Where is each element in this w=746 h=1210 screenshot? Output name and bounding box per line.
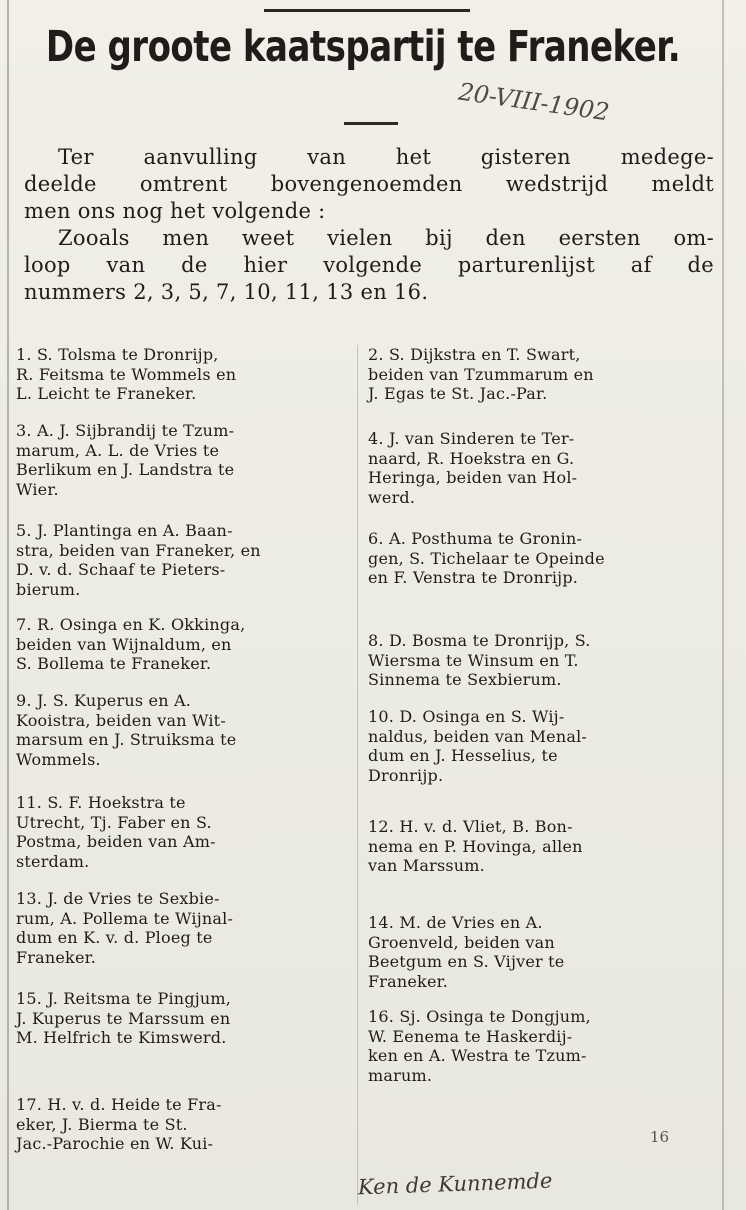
left-column [16, 345, 349, 1154]
column-divider [357, 345, 358, 1205]
article-headline: De groote kaatspartij te Franeker. [45, 22, 681, 72]
intro-line: deelde omtrent bovengenoemden wedstrijd meldt [24, 172, 714, 196]
team-entry-12: 12. H. v. d. Vliet, B. Bon- nema en P. Hovinga, allen van Marssum. [368, 817, 583, 876]
margin-mark: 16 [650, 1128, 670, 1146]
intro-line: men ons nog het volgende : [24, 199, 326, 223]
team-entry-6: 6. A. Posthuma te Gronin- gen, S. Tichelaar te Opeinde en F. Venstra te Dronrijp. [368, 529, 605, 588]
team-entry-9: 9. J. S. Kuperus en A. Kooistra, beiden van Wit- marsum en J. Struiksma te Wommels. [16, 691, 237, 769]
team-entry-15: 15. J. Reitsma te Pingjum, J. Kuperus te Marssum en M. Helfrich te Kimswerd. [16, 989, 232, 1048]
top-rule [264, 9, 470, 12]
team-entry-4: 4. J. van Sinderen te Ter- naard, R. Hoekstra en G. Heringa, beiden van Hol- werd. [368, 429, 578, 507]
section-divider [344, 122, 398, 125]
handwritten-note: Ken de Kunnemde [357, 1168, 553, 1200]
right-column [368, 345, 702, 1085]
right-border-line [722, 0, 724, 1210]
intro-line: Zooals men weet vielen bij den eersten om- [58, 226, 714, 250]
intro-line: Ter aanvulling van het gisteren medege- [58, 145, 714, 169]
team-entry-8: 8. D. Bosma te Dronrijp, S. Wiersma te Winsum en T. Sinnema te Sexbierum. [368, 631, 591, 690]
team-entry-13: 13. J. de Vries te Sexbie- rum, A. Pollema te Wijnal- dum en K. v. d. Ploeg te Franeker. [16, 889, 234, 967]
team-entry-3: 3. A. J. Sijbrandij te Tzum- marum, A. L. de Vries te Berlikum en J. Landstra te Wier. [16, 421, 235, 499]
team-entry-14: 14. M. de Vries en A. Groenveld, beiden van Beetgum en S. Vijver te Franeker. [368, 913, 565, 991]
left-border-line [7, 0, 9, 1210]
handwritten-date: 20-VIII-1902 [456, 77, 612, 127]
intro-line: loop van de hier volgende parturenlijst af de [24, 253, 714, 277]
intro-line: nummers 2, 3, 5, 7, 10, 11, 13 en 16. [24, 280, 429, 304]
team-entry-17: 17. H. v. d. Heide te Fra- eker, J. Bierma te St. Jac.-Parochie en W. Kui- [16, 1095, 222, 1154]
team-entry-7: 7. R. Osinga en K. Okkinga, beiden van Wijnaldum, en S. Bollema te Franeker. [16, 615, 246, 674]
intro-text [24, 144, 714, 306]
team-entry-11: 11. S. F. Hoekstra te Utrecht, Tj. Faber en S. Postma, beiden van Am- sterdam. [16, 793, 216, 871]
team-entry-1: 1. S. Tolsma te Dronrijp, R. Feitsma te Wommels en L. Leicht te Franeker. [16, 345, 237, 404]
team-entry-16: 16. Sj. Osinga te Dongjum, W. Eenema te Haskerdij- ken en A. Westra te Tzum- marum. [368, 1007, 591, 1085]
team-entry-10: 10. D. Osinga en S. Wij- naldus, beiden van Menal- dum en J. Hesselius, te Dronrijp. [368, 707, 588, 785]
team-entry-2: 2. S. Dijkstra en T. Swart, beiden van Tzummarum en J. Egas te St. Jac.-Par. [368, 345, 594, 404]
team-entry-5: 5. J. Plantinga en A. Baan- stra, beiden van Franeker, en D. v. d. Schaaf te Pieters- bierum. [16, 521, 261, 599]
